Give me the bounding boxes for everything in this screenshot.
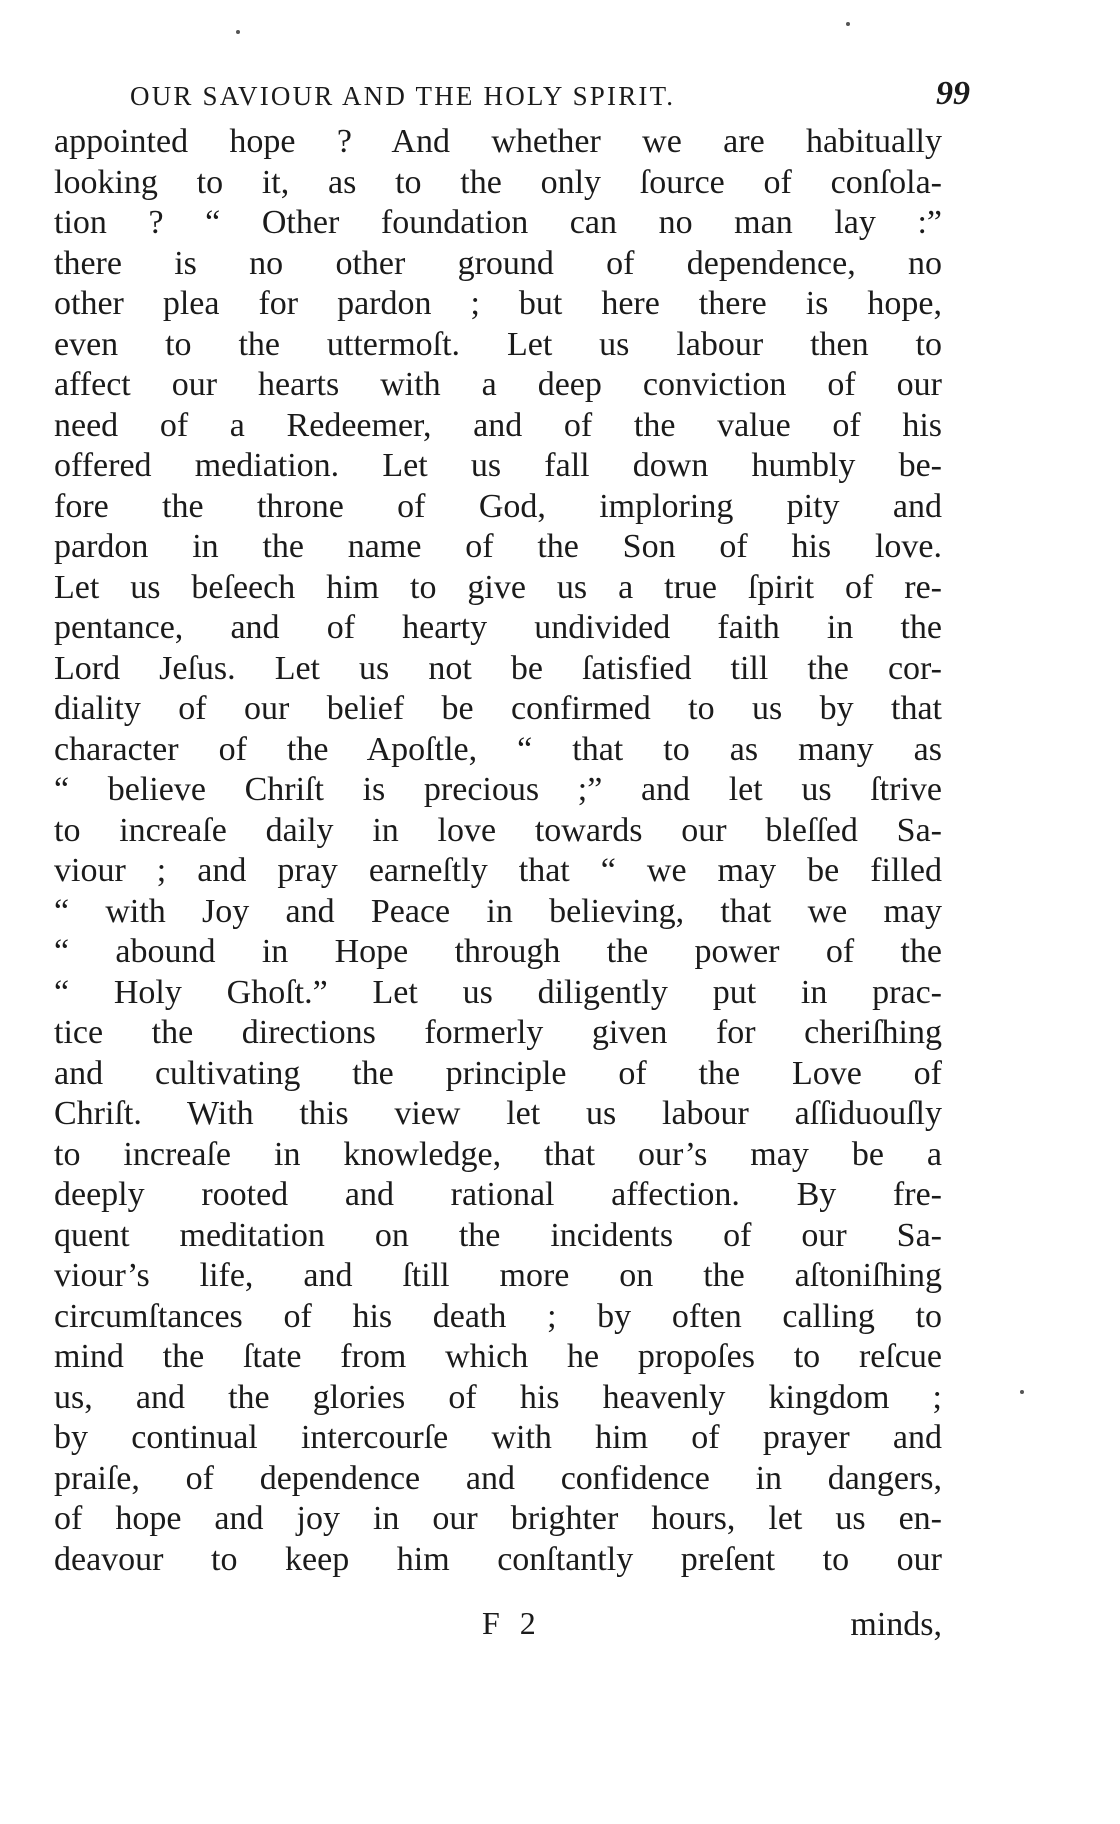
text-line: need of a Redeemer, and of the value of his	[54, 406, 942, 444]
text-line: tice the directions formerly given for cheriſhing	[54, 1014, 942, 1051]
text-line: affect our hearts with a deep conviction of our	[54, 366, 942, 403]
text-line: “ Holy Ghoſt.” Let us diligently put in prac-	[54, 973, 942, 1011]
text-line: offered mediation. Let us fall down humbly be-	[54, 447, 942, 484]
text-line: appointed hope ? And whether we are habitually	[54, 123, 942, 160]
text-line: mind the ſtate from which he propoſes to reſcue	[54, 1338, 942, 1375]
text-line: viour ; and pray earneſtly that “ we may be filled	[54, 852, 942, 889]
text-line: to increaſe in knowledge, that our’s may be a	[54, 1135, 942, 1173]
catchword: minds,	[850, 1606, 942, 1643]
paper-speck	[236, 30, 240, 34]
text-line: deavour to keep him conſtantly preſent to our	[54, 1540, 942, 1578]
text-line: Lord Jeſus. Let us not be ſatisfied till the cor-	[54, 649, 942, 687]
page-footer	[54, 1600, 942, 1646]
text-line: us, and the glories of his heavenly kingdom ;	[54, 1378, 942, 1416]
text-line: Chriſt. With this view let us labour aſſiduouſly	[54, 1095, 942, 1132]
text-line: and cultivating the principle of the Love of	[54, 1054, 942, 1092]
text-line: to increaſe daily in love towards our bleſſed Sa-	[54, 811, 942, 849]
text-line: praiſe, of dependence and confidence in dangers,	[54, 1459, 942, 1497]
page-number: 99	[936, 75, 970, 112]
text-line: Let us beſeech him to give us a true ſpirit of re-	[54, 568, 942, 606]
text-line: “ with Joy and Peace in believing, that we may	[54, 892, 942, 930]
text-line: character of the Apoſtle, “ that to as many as	[54, 730, 942, 768]
text-line: other plea for pardon ; but here there is hope,	[54, 285, 942, 322]
paper-speck	[846, 22, 850, 26]
text-line: of hope and joy in our brighter hours, let us en-	[54, 1500, 942, 1537]
text-line: quent meditation on the incidents of our Sa-	[54, 1216, 942, 1254]
text-line: “ believe Chriſt is precious ;” and let us ſtrive	[54, 771, 942, 808]
text-line: deeply rooted and rational affection. By fre-	[54, 1176, 942, 1213]
page-header	[130, 76, 970, 120]
text-line: tion ? “ Other foundation can no man lay :”	[54, 204, 942, 241]
text-line: pardon in the name of the Son of his love.	[54, 528, 942, 565]
text-line: pentance, and of hearty undivided faith in the	[54, 609, 942, 646]
text-line: diality of our belief be confirmed to us by that	[54, 690, 942, 727]
text-line: viour’s life, and ſtill more on the aſtoniſhing	[54, 1257, 942, 1294]
text-line: looking to it, as to the only ſource of conſola-	[54, 163, 942, 201]
text-line: even to the uttermoſt. Let us labour then to	[54, 325, 942, 363]
running-head: OUR SAVIOUR AND THE HOLY SPIRIT.	[130, 81, 676, 111]
body-text	[54, 122, 942, 1580]
text-line: by continual intercourſe with him of prayer and	[54, 1419, 942, 1456]
text-line: fore the throne of God, imploring pity and	[54, 487, 942, 525]
text-line: “ abound in Hope through the power of the	[54, 933, 942, 970]
text-line: circumſtances of his death ; by often calling to	[54, 1297, 942, 1335]
paper-speck	[1020, 1390, 1024, 1394]
signature-mark: F 2	[482, 1605, 542, 1641]
text-line: there is no other ground of dependence, no	[54, 244, 942, 282]
